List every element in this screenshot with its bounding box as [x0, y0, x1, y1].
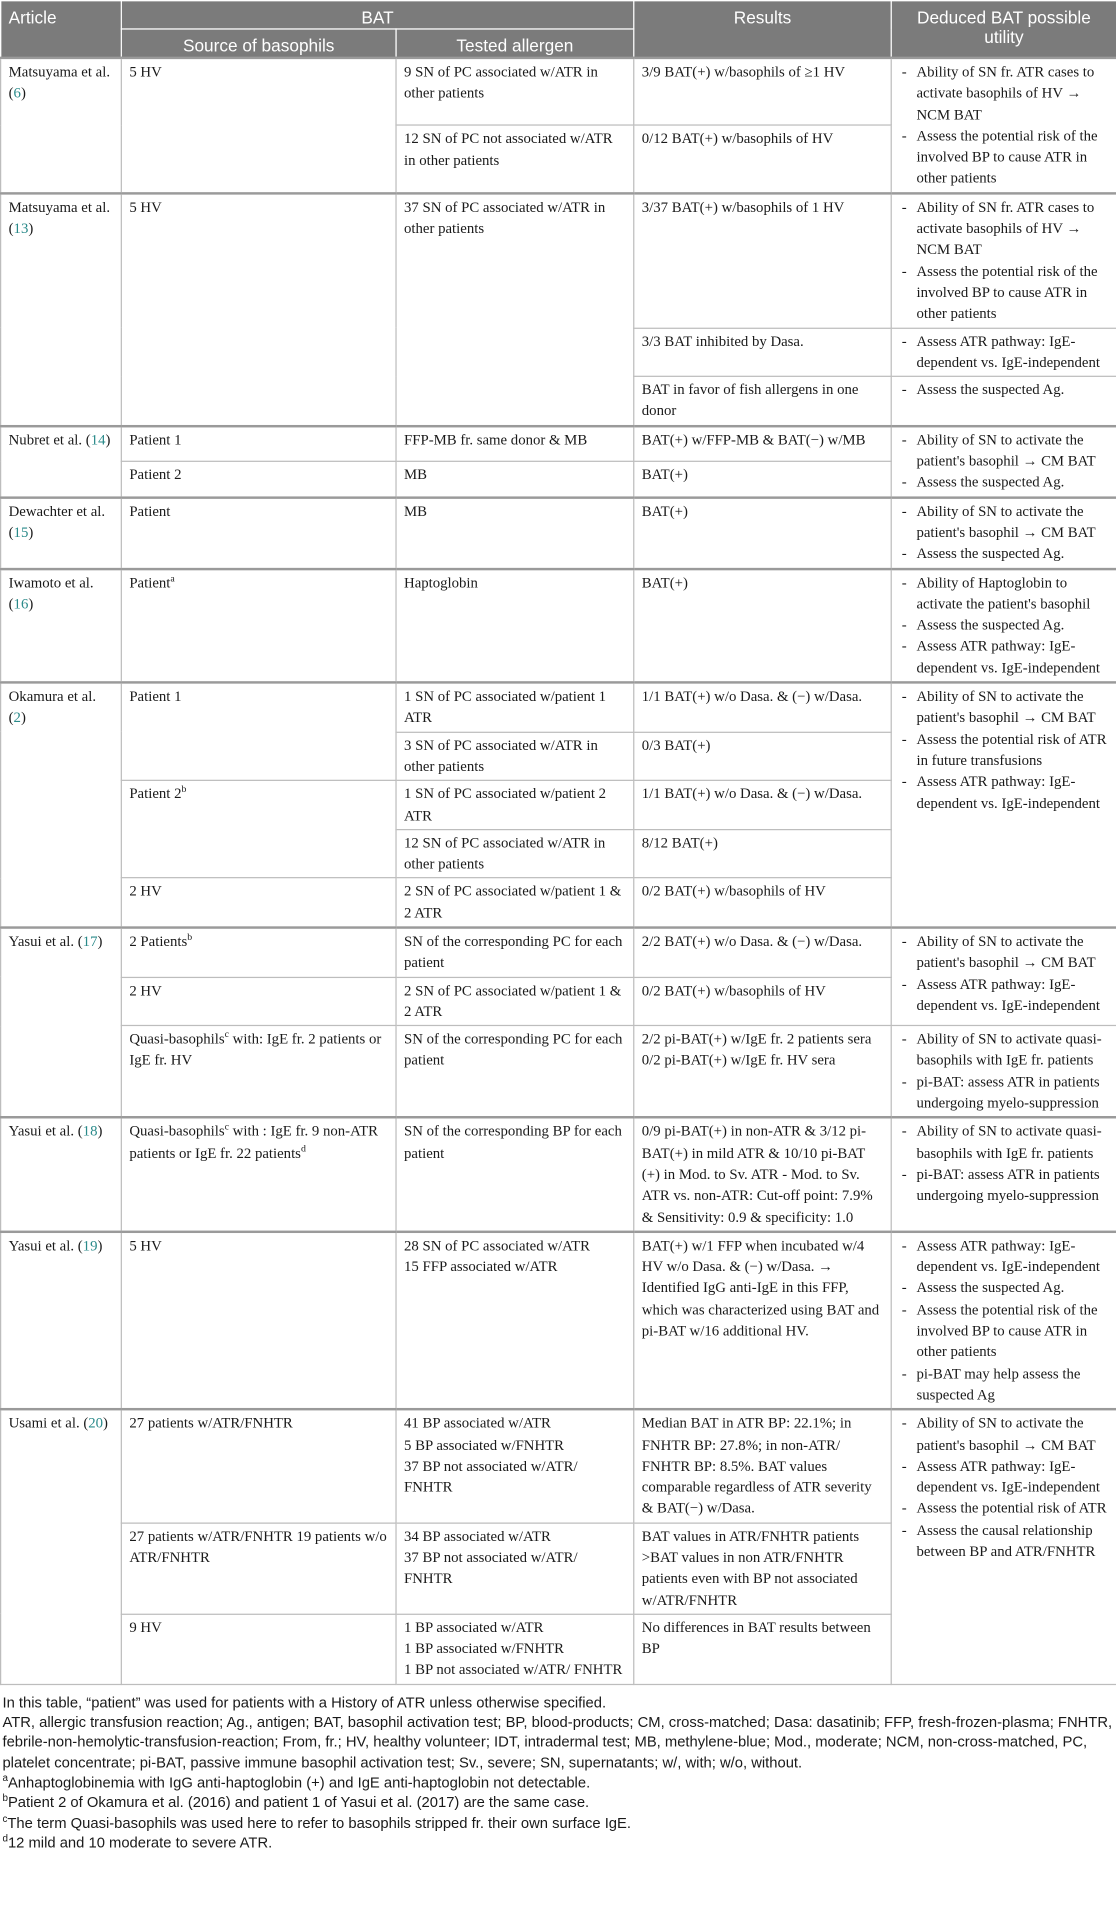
footnote-mark: d: [300, 1142, 306, 1154]
source-cell: 27 patients w/ATR/FNHTR: [121, 1409, 396, 1522]
utility-item: - Assess ATR pathway: IgE-dependent vs. IgE-independent: [899, 331, 1110, 374]
article-cell: Dewachter et al. (15): [1, 497, 122, 568]
source-cell: Quasi-basophils$^c$ with: IgE fr. 2 patients or IgE fr. HV: [121, 1026, 396, 1118]
table-row: [1, 682, 1116, 731]
source-cell: 2 Patients$^b$: [121, 928, 396, 977]
result-cell: 8/12 BAT(+): [634, 829, 891, 878]
utility-item: - Assess the suspected Ag.: [899, 380, 1110, 401]
footnote-mark: c: [224, 1121, 229, 1133]
table-footnotes: [0, 1685, 1116, 1853]
allergen-cell: 12 SN of PC associated w/ATR in other patients: [396, 829, 634, 878]
utility-cell: [891, 58, 1116, 193]
result-cell: BAT(+): [634, 462, 891, 498]
citation-link[interactable]: 13: [13, 219, 29, 237]
utility-item: - Assess ATR pathway: IgE-dependent vs. IgE-independent: [899, 1235, 1110, 1278]
result-cell: BAT(+) w/FFP-MB & BAT(−) w/MB: [634, 426, 891, 462]
utility-cell: [891, 928, 1116, 1026]
source-cell: Quasi-basophils$^c$ with : IgE fr. 9 non-ATR patients or IgE fr. 22 patients$^d$: [121, 1118, 396, 1232]
citation-link[interactable]: 14: [90, 430, 106, 449]
result-cell: 3/37 BAT(+) w/basophils of 1 HV: [634, 193, 891, 328]
result-cell: 0/3 BAT(+): [634, 732, 891, 781]
allergen-cell: 12 SN of PC not associated w/ATR in other patients: [396, 126, 634, 194]
article-cell: Yasui et al. (17): [1, 928, 122, 1118]
result-cell: 3/3 BAT inhibited by Dasa.: [634, 328, 891, 377]
result-cell: BAT in favor of fish allergens in one donor: [634, 377, 891, 426]
source-cell: 5 HV: [121, 1232, 396, 1410]
result-cell: BAT(+): [634, 497, 891, 568]
article-cell: Yasui et al. (18): [1, 1118, 122, 1232]
footnote-intro: In this table, “patient” was used for patients with a History of ATR unless otherwise specified.: [2, 1693, 607, 1711]
allergen-cell: Haptoglobin: [396, 569, 634, 683]
utility-item: - Ability of SN to activate quasi-basophils with IgE fr. patients: [899, 1029, 1110, 1072]
source-cell: 9 HV: [121, 1614, 396, 1684]
utility-item: - Assess the suspected Ag.: [899, 472, 1110, 493]
footnote-a: $^a$Anhaptoglobinemia with IgG anti-haptoglobin (+) and IgE anti-haptoglobin not detectable.: [2, 1772, 591, 1791]
utility-item: - Assess the suspected Ag.: [899, 615, 1110, 636]
header-results: Results: [634, 1, 891, 58]
citation-link[interactable]: 17: [82, 932, 98, 950]
source-cell: Patient: [121, 497, 396, 568]
header-allergen: Tested allergen: [396, 29, 634, 58]
utility-item: - Assess the potential risk of ATR in future transfusions: [899, 729, 1110, 772]
allergen-line: 1 BP associated w/FNHTR: [404, 1639, 565, 1658]
article-cell: Matsuyama et al. (6): [1, 58, 122, 193]
source-cell: Patient 2$^b$: [121, 781, 396, 879]
result-cell: 1/1 BAT(+) w/o Dasa. & (−) w/Dasa.: [634, 781, 891, 830]
result-cell: 0/2 BAT(+) w/basophils of HV: [634, 878, 891, 927]
result-cell: No differences in BAT results between BP: [634, 1614, 891, 1684]
utility-item: - pi-BAT may help assess the suspected Ag: [899, 1363, 1110, 1406]
utility-cell: [891, 682, 1116, 927]
utility-item: - Assess the potential risk of ATR: [899, 1498, 1110, 1519]
article-cell: Matsuyama et al. (13): [1, 193, 122, 426]
allergen-cell: 1 SN of PC associated w/patient 2 ATR: [396, 781, 634, 830]
result-cell: Median BAT in ATR BP: 22.1%; in FNHTR BP: 27.8%; in non-ATR/ FNHTR BP: 8.5%. BAT values comparable regardless of ATR severity & BAT(−) w/Dasa.: [634, 1409, 891, 1522]
utility-item: - Assess the potential risk of the involved BP to cause ATR in other patients: [899, 1299, 1110, 1363]
allergen-line: 1 BP not associated w/ATR/ FNHTR: [404, 1661, 623, 1679]
source-cell: 5 HV: [121, 193, 396, 426]
utility-item: - Ability of SN to activate the patient's basophil → CM BAT: [899, 686, 1110, 729]
allergen-line: 37 BP not associated w/ATR/ FNHTR: [404, 1548, 578, 1587]
footnote-c: $^c$The term Quasi-basophils was used here to refer to basophils stripped fr. their own surface IgE.: [2, 1812, 631, 1832]
table-row: [1, 58, 1116, 126]
utility-cell: [891, 569, 1116, 683]
allergen-cell: SN of the corresponding BP for each patient: [396, 1118, 634, 1232]
utility-item: - Assess the suspected Ag.: [899, 544, 1110, 565]
utility-item: - Ability of Haptoglobin to activate the patient's basophil: [899, 572, 1110, 615]
citation-link[interactable]: 6: [13, 84, 21, 102]
result-cell: 2/2 BAT(+) w/o Dasa. & (−) w/Dasa.: [634, 928, 891, 977]
utility-item: - Ability of SN to activate the patient's basophil → CM BAT: [899, 430, 1110, 473]
allergen-cell: 3 SN of PC associated w/ATR in other patients: [396, 732, 634, 781]
result-cell: BAT(+): [634, 569, 891, 683]
article-cell: Nubret et al. (14): [1, 426, 122, 497]
table-row: [1, 426, 1116, 462]
result-cell: 3/9 BAT(+) w/basophils of ≥1 HV: [634, 58, 891, 126]
utility-cell: [891, 1118, 1116, 1232]
utility-item: - Ability of SN fr. ATR cases to activate basophils of HV → NCM BAT: [899, 197, 1110, 261]
footnote-abbreviations: ATR, allergic transfusion reaction; Ag., antigen; BAT, basophil activation test; BP, blood-products; CM, cross-matched; Dasa: dasatinib; FFP, fresh-frozen-plasma; FNHTR, febrile-non-hemolytic-transfusion-reaction; From, fr.; HV, healthy volunteer; IDT, intradermal test; MB, methylene-blue; Mod., moderate; NCM, non-cross-matched, PC, platelet concentrate; pi-BAT, passive immune basophil activation test; Sv., severe; SN, supernatants; w/, with; w/o, without.: [2, 1713, 1113, 1771]
footnote-mark: a: [170, 572, 175, 584]
citation-link[interactable]: 15: [13, 523, 29, 541]
header-article: Article: [1, 1, 122, 58]
allergen-cell: SN of the corresponding PC for each patient: [396, 928, 634, 977]
utility-item: - Assess the potential risk of the involved BP to cause ATR in other patients: [899, 261, 1110, 325]
source-cell: Patient$^a$: [121, 569, 396, 683]
allergen-cell: 1 SN of PC associated w/patient 1 ATR: [396, 682, 634, 731]
source-cell: 2 HV: [121, 977, 396, 1026]
source-cell: Patient 1: [121, 426, 396, 462]
utility-cell: [891, 377, 1116, 426]
table-row: [1, 1409, 1116, 1522]
utility-cell: [891, 1026, 1116, 1118]
header-bat: BAT: [121, 1, 633, 29]
utility-item: - Ability of SN to activate the patient's basophil → CM BAT: [899, 1413, 1110, 1456]
utility-item: - Assess ATR pathway: IgE-dependent vs. IgE-independent: [899, 974, 1110, 1017]
allergen-cell: MB: [396, 497, 634, 568]
table-row: [1, 928, 1116, 977]
utility-item: - Ability of SN to activate quasi-basophils with IgE fr. patients: [899, 1121, 1110, 1164]
footnote-mark: c: [224, 1028, 229, 1040]
article-cell: Usami et al. (20): [1, 1409, 122, 1684]
footnote-mark: b: [187, 931, 193, 943]
utility-item: - pi-BAT: assess ATR in patients undergoing myelo-suppression: [899, 1164, 1110, 1207]
allergen-cell: FFP-MB fr. same donor & MB: [396, 426, 634, 462]
table-row: [1, 569, 1116, 683]
utility-cell: [891, 328, 1116, 377]
source-cell: Patient 2: [121, 462, 396, 498]
header-source: Source of basophils: [121, 29, 396, 58]
utility-item: - Assess the suspected Ag.: [899, 1278, 1110, 1299]
table-row: [1, 193, 1116, 328]
utility-item: - Ability of SN to activate the patient's basophil → CM BAT: [899, 931, 1110, 974]
allergen-cell: 2 SN of PC associated w/patient 1 & 2 ATR: [396, 977, 634, 1026]
result-cell: BAT values in ATR/FNHTR patients >BAT values in non ATR/FNHTR patients even with BP not associated w/ATR/FNHTR: [634, 1523, 891, 1614]
allergen-cell: 28 SN of PC associated w/ATR 15 FFP associated w/ATR: [396, 1232, 634, 1410]
result-cell: 0/2 BAT(+) w/basophils of HV: [634, 977, 891, 1026]
utility-cell: [891, 193, 1116, 328]
citation-link[interactable]: 20: [88, 1414, 104, 1432]
citation-link[interactable]: 18: [82, 1122, 98, 1140]
header-row: [1, 1, 1116, 29]
utility-item: - Ability of SN fr. ATR cases to activate basophils of HV → NCM BAT: [899, 62, 1110, 126]
result-cell: BAT(+) w/1 FFP when incubated w/4 HV w/o Dasa. & (−) w/Dasa. → Identified IgG anti-IgE in this FFP, which was characterized using BAT and pi-BAT w/16 additional HV.: [634, 1232, 891, 1410]
utility-item: - Assess ATR pathway: IgE-dependent vs. IgE-independent: [899, 636, 1110, 679]
utility-cell: [891, 1232, 1116, 1410]
allergen-cell: 2 SN of PC associated w/patient 1 & 2 ATR: [396, 878, 634, 927]
source-cell: 27 patients w/ATR/FNHTR 19 patients w/o ATR/FNHTR: [121, 1523, 396, 1614]
utility-item: - Assess the causal relationship between BP and ATR/FNHTR: [899, 1520, 1110, 1563]
citation-link[interactable]: 2: [13, 708, 21, 726]
utility-item: - Assess ATR pathway: IgE-dependent vs. IgE-independent: [899, 1456, 1110, 1499]
allergen-cell: [396, 1614, 634, 1684]
table-row: [1, 1232, 1116, 1410]
source-cell: 2 HV: [121, 878, 396, 927]
source-cell: Patient 1: [121, 682, 396, 780]
utility-item: - Assess the potential risk of the involved BP to cause ATR in other patients: [899, 126, 1110, 190]
allergen-line: 41 BP associated w/ATR: [404, 1414, 551, 1432]
article-cell: Yasui et al. (19): [1, 1232, 122, 1410]
result-cell: 0/12 BAT(+) w/basophils of HV: [634, 126, 891, 194]
citation-link[interactable]: 16: [13, 594, 29, 612]
allergen-cell: SN of the corresponding PC for each patient: [396, 1026, 634, 1118]
result-cell: 1/1 BAT(+) w/o Dasa. & (−) w/Dasa.: [634, 682, 891, 731]
allergen-cell: 9 SN of PC associated w/ATR in other patients: [396, 58, 634, 126]
allergen-line: 34 BP associated w/ATR: [404, 1527, 551, 1545]
header-utility: Deduced BAT possible utility: [891, 1, 1116, 58]
allergen-line: 37 BP not associated w/ATR/ FNHTR: [404, 1456, 578, 1496]
allergen-cell: MB: [396, 462, 634, 498]
utility-item: - Assess ATR pathway: IgE-dependent vs. IgE-independent: [899, 771, 1110, 814]
allergen-line: 1 BP associated w/ATR: [404, 1618, 544, 1636]
result-cell: 2/2 pi-BAT(+) w/IgE fr. 2 patients sera 0/2 pi-BAT(+) w/IgE fr. HV sera: [634, 1026, 891, 1118]
footnote-mark: b: [181, 783, 187, 795]
article-cell: Okamura et al. (2): [1, 682, 122, 927]
utility-cell: [891, 426, 1116, 497]
utility-item: - Ability of SN to activate the patient's basophil → CM BAT: [899, 501, 1110, 544]
table-row: [1, 497, 1116, 568]
result-cell: 0/9 pi-BAT(+) in non-ATR & 3/12 pi-BAT(+) in mild ATR & 10/10 pi-BAT (+) in Mod. to Sv. ATR - Mod. to Sv. ATR vs. non-ATR: Cut-off point: 7.9% & Sensitivity: 0.9 & specificity: 1.0: [634, 1118, 891, 1232]
utility-cell: [891, 1409, 1116, 1684]
citation-link[interactable]: 19: [82, 1236, 98, 1254]
allergen-line: 5 BP associated w/FNHTR: [404, 1435, 565, 1453]
table-row: [1, 1026, 1116, 1118]
footnote-d: $^d$12 mild and 10 moderate to severe ATR.: [2, 1832, 273, 1852]
allergen-cell: 37 SN of PC associated w/ATR in other patients: [396, 193, 634, 426]
utility-cell: [891, 497, 1116, 568]
source-cell: 5 HV: [121, 58, 396, 193]
table-row: [1, 1118, 1116, 1232]
allergen-cell: [396, 1409, 634, 1522]
footnote-b: $^b$Patient 2 of Okamura et al. (2016) and patient 1 of Yasui et al. (2017) are the same case.: [2, 1792, 590, 1812]
article-cell: Iwamoto et al. (16): [1, 569, 122, 683]
utility-item: - pi-BAT: assess ATR in patients undergoing myelo-suppression: [899, 1071, 1110, 1114]
allergen-cell: [396, 1523, 634, 1614]
